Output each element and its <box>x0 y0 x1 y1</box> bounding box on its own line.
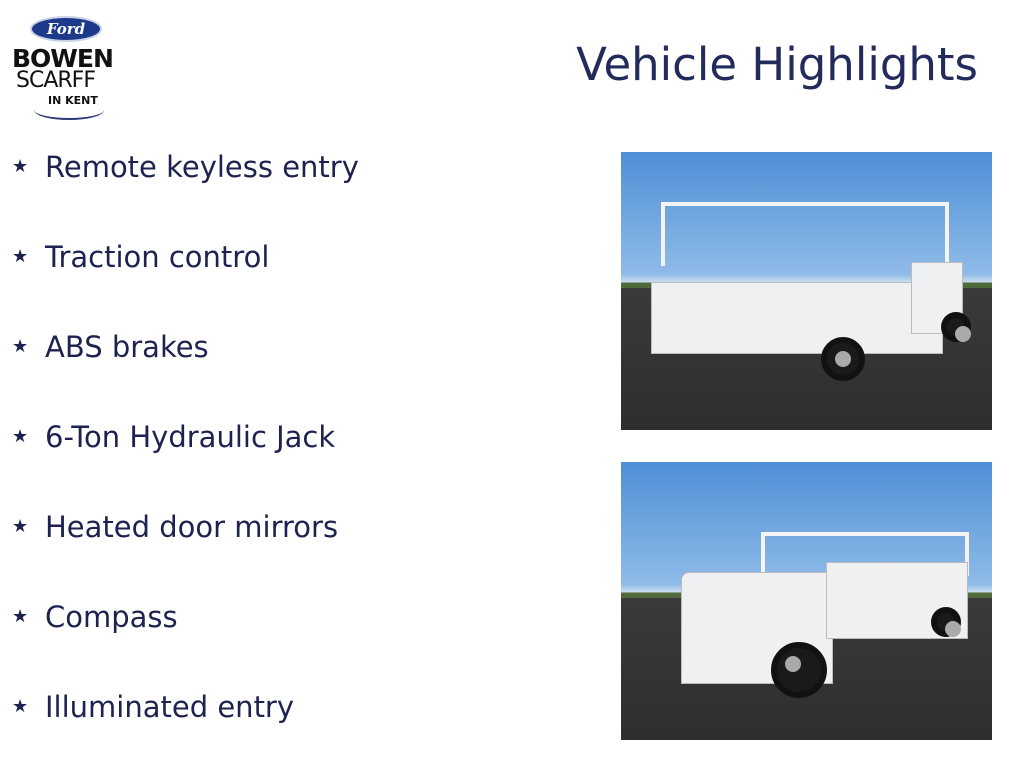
ford-oval-logo: Ford <box>30 16 102 42</box>
star-icon: ★ <box>12 426 29 447</box>
star-icon: ★ <box>12 606 29 627</box>
wheel <box>771 642 827 698</box>
highlights-list <box>12 152 359 782</box>
list-item: ★ Illuminated entry <box>12 690 295 724</box>
truck-rear-photo <box>621 152 992 430</box>
truck-bed <box>651 282 943 354</box>
wheel <box>821 337 865 381</box>
page-title: Vehicle Highlights <box>576 38 978 91</box>
list-item: ★ ABS brakes <box>12 330 209 364</box>
truck-front-photo <box>621 462 992 740</box>
list-item: ★ 6-Ton Hydraulic Jack <box>12 420 336 454</box>
list-item: ★ Remote keyless entry <box>12 150 359 184</box>
logo-line-3: IN KENT <box>48 94 98 107</box>
wheel <box>941 312 971 342</box>
logo-line-2: SCARFF <box>16 68 95 93</box>
star-icon: ★ <box>12 156 29 177</box>
star-icon: ★ <box>12 246 29 267</box>
wheel <box>931 607 961 637</box>
logo-line-1: BOWEN <box>12 44 113 73</box>
star-icon: ★ <box>12 336 29 357</box>
ladder-rack <box>661 202 949 266</box>
list-item: ★ Heated door mirrors <box>12 510 339 544</box>
star-icon: ★ <box>12 516 29 537</box>
star-icon: ★ <box>12 696 29 717</box>
list-item: ★ Compass <box>12 600 178 634</box>
dealer-logo <box>10 14 122 122</box>
list-item: ★ Traction control <box>12 240 270 274</box>
